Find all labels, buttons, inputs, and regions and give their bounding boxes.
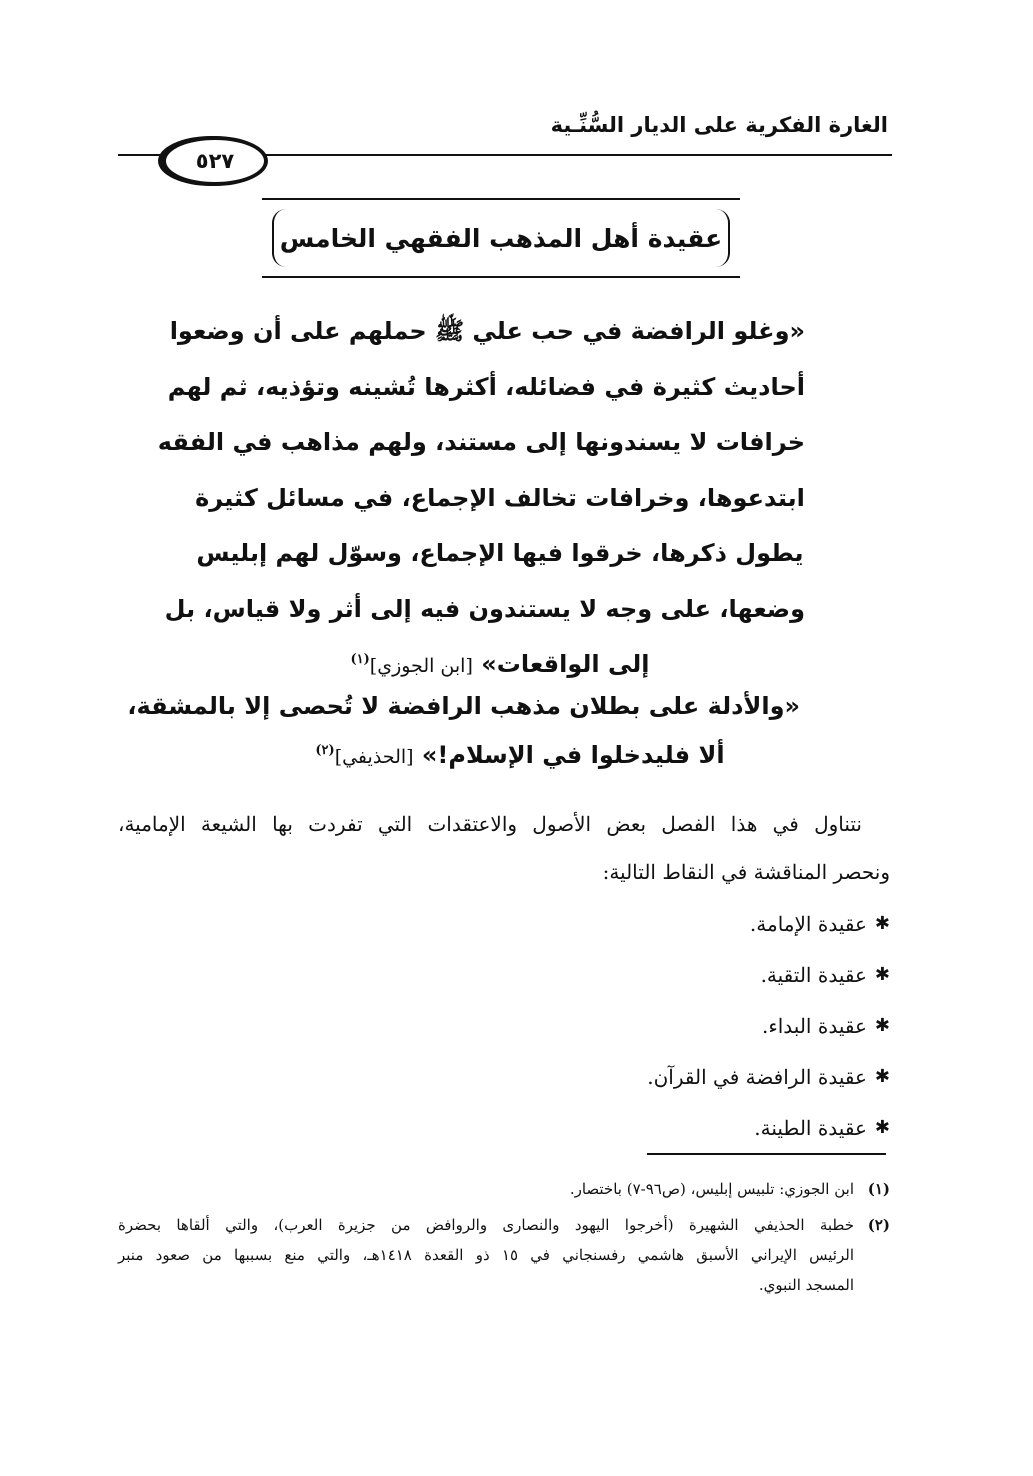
list-item-text: عقيدة الإمامة. — [749, 911, 867, 936]
topics-list — [390, 898, 890, 1153]
page-number: ٥٢٧ — [195, 149, 235, 173]
paragraph-line: ونحصر المناقشة في النقاط التالية: — [602, 860, 890, 884]
asterisk-bullet-icon: ✱ — [874, 963, 890, 985]
asterisk-bullet-icon: ✱ — [874, 1014, 890, 1036]
footnote-line: خطبة الحذيفي الشهيرة (أخرجوا اليهود والنصارى والروافض من جزيرة العرب)، والتي ألقاها بحضرة — [118, 1216, 854, 1234]
quote-line: أحاديث كثيرة في فضائله، أكثرها تُشينه وتؤذيه، ثم لهم — [167, 372, 805, 401]
footnote-1 — [118, 1174, 890, 1204]
list-item — [390, 1102, 890, 1153]
page-number-oval — [162, 136, 268, 186]
asterisk-bullet-icon: ✱ — [874, 1116, 890, 1138]
list-item-text: عقيدة التقية. — [760, 962, 867, 987]
quote-attribution: [ابن الجوزي] — [369, 655, 473, 677]
running-title: الغارة الفكرية على الديار السُّنِّـية — [550, 113, 888, 137]
list-item — [390, 1000, 890, 1051]
footnote-number: (٢) — [867, 1216, 890, 1234]
paragraph-line: نتناول في هذا الفصل بعض الأصول والاعتقدات التي تفردت بها الشيعة الإمامية، — [118, 812, 862, 836]
quote-line: خرافات لا يسندونها إلى مستند، ولهم مذاهب في الفقه — [157, 428, 805, 456]
quote-attribution: [الحذيفي] — [334, 746, 414, 768]
quote-last-line — [240, 731, 800, 782]
footnote-text — [118, 1210, 854, 1300]
asterisk-bullet-icon: ✱ — [874, 1065, 890, 1087]
list-item-text: عقيدة الرافضة في القرآن. — [647, 1064, 867, 1089]
footnotes — [118, 1174, 890, 1300]
list-item-text: عقيدة الطينة. — [754, 1115, 867, 1140]
quote-line: «وغلو الرافضة في حب علي ﷺ حملهم على أن وضعوا — [169, 317, 805, 345]
footnote-ref-2[interactable]: (٢) — [315, 743, 335, 758]
quote-line-end: ألا فليدخلوا في الإسلام!» — [421, 741, 725, 769]
chapter-title-frame — [262, 198, 740, 278]
chapter-title-inner-frame — [272, 209, 730, 267]
list-item-text: عقيدة البداء. — [761, 1013, 867, 1038]
footnote-text — [118, 1174, 854, 1204]
footnote-ref-1[interactable]: (١) — [350, 652, 370, 667]
asterisk-bullet-icon: ✱ — [874, 912, 890, 934]
footnote-separator — [647, 1153, 886, 1155]
quote-line: «والأدلة على بطلان مذهب الرافضة لا تُحصى إلا بالمشقة، — [127, 692, 800, 720]
quote-line-end: إلى الواقعات» — [481, 650, 650, 678]
footnote-line: ابن الجوزي: تلبيس إبليس، (ص٩٦-٧) باختصار. — [569, 1180, 854, 1198]
list-item — [390, 898, 890, 949]
footnote-2 — [118, 1210, 890, 1300]
quote-line: يطول ذكرها، خرقوا فيها الإجماع، وسوّل لهم إبليس — [196, 539, 804, 567]
quote-ibn-al-jawzi — [157, 304, 805, 695]
quote-al-hudhaifi — [127, 682, 800, 782]
quote-line: وضعها، على وجه لا يستندون فيه إلى أثر ولا قياس، بل — [164, 594, 805, 623]
list-item — [390, 949, 890, 1000]
chapter-title: عقيدة أهل المذهب الفقهي الخامس — [279, 223, 723, 253]
intro-paragraph — [118, 800, 890, 896]
list-item — [390, 1051, 890, 1102]
footnote-line: المسجد النبوي. — [758, 1276, 854, 1294]
quote-line: ابتدعوها، وخرافات تخالف الإجماع، في مسائل كثيرة — [195, 483, 805, 512]
footnote-line: الرئيس الإيراني الأسبق هاشمي رفسنجاني في ١٥ ذو القعدة ١٤١٨هـ، والتي منع بسببها من صعود منبر — [118, 1246, 854, 1264]
footnote-number: (١) — [867, 1180, 890, 1198]
